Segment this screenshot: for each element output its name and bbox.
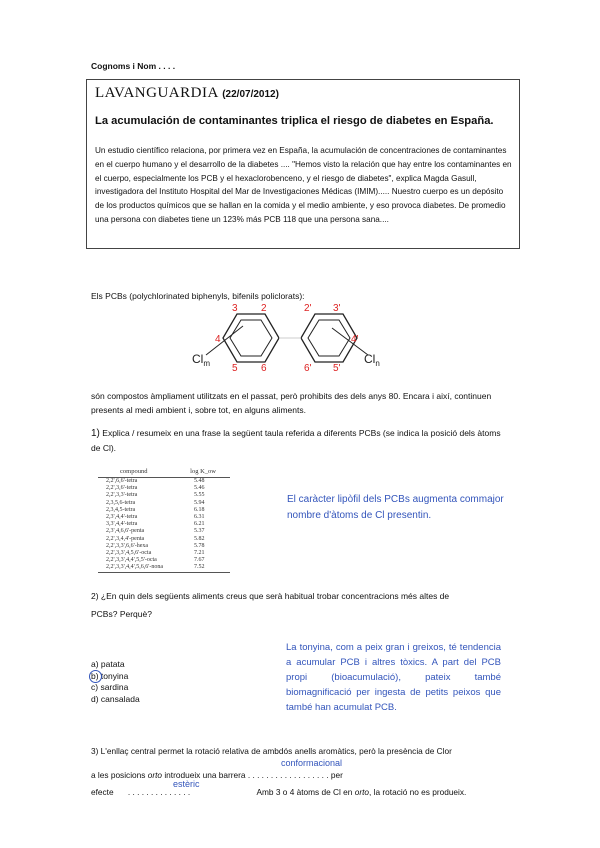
cell-logkow: 5.48 (194, 478, 205, 484)
cell-logkow: 7.52 (194, 564, 205, 571)
q1-number: 1) (91, 428, 100, 439)
cell-compound: 2,3,5,6-tetra (106, 499, 136, 506)
masthead (95, 85, 279, 102)
cell-logkow: 5.55 (194, 492, 205, 499)
q3-dots1: . . . . . . . . . . . . . . . . . . (247, 770, 329, 780)
cell-compound: 2,2',3,3',4,5,6'-octa (106, 549, 152, 556)
article-body: Un estudio científico relaciona, por primera vez en España, la acumulación de concentraciones de contaminantes en el cuerpo humano y el desarrollo de la diabetes .... "Hemos visto la relación que hay entre los contaminantes en el cuerpo, especialmente los PCB y el hexaclorobenceno, y el riesgo de diabetes", explica Magda Gasull, investigadora del Instituto Hospital del Mar de Investigaciones Médicas (IMIM)..... Nuestro cuerpo es un depósito de los productos químicos que se hallan en la comida y el medio ambiente, y eso provoca diabetes. De promedio una persona con diabetes tiene un 123% más PCB 118 que una persona sana.... (95, 146, 512, 224)
cell-compound: 2,2',3,3'-tetra (106, 492, 138, 499)
left-ring-inner (230, 320, 272, 356)
pos-6: 6 (261, 363, 267, 374)
q3-line1: 3) L'enllaç central permet la rotació relativa de ambdós anells aromàtics, però la presència de Clor (91, 746, 452, 756)
cell-logkow: 7.21 (194, 549, 205, 556)
table-row (98, 564, 230, 571)
cell-compound: 2,3',4,6,6'-penta (106, 528, 145, 535)
pos-2: 2 (261, 303, 267, 314)
cell-compound: 2,2',3,6'-tetra (106, 485, 138, 492)
cell-logkow: 5.37 (194, 528, 205, 535)
cell-logkow: 6.18 (194, 506, 205, 513)
q1-answer: El caràcter lipòfil dels PCBs augmenta commajor nombre d'àtoms de Cl presentin. (287, 494, 504, 521)
left-ring (223, 314, 279, 362)
cell-compound: 2,2',6,6'-tetra (106, 478, 138, 484)
masthead-title: LAVANGUARDIA (95, 85, 218, 101)
table-row (98, 536, 230, 543)
q1-text: Explica / resumeix en una frase la següent taula referida a diferents PCBs (se indica la posició dels àtoms de Cl). (91, 428, 501, 453)
q3-line3a: efecte (91, 787, 114, 797)
cl-right-label: $Cl_n$ (364, 352, 380, 368)
option-c: c) sardina (91, 682, 129, 692)
selected-option-circle (89, 670, 102, 683)
pos-6p: 6' (304, 363, 312, 374)
q3-orto2: orto (354, 787, 370, 797)
table-row (98, 550, 230, 557)
cell-logkow: 5.46 (194, 485, 205, 492)
pcb-intro: Els PCBs (polychlorinated biphenyls, bifenils policlorats): (91, 291, 305, 301)
pos-5p: 5' (333, 363, 341, 374)
article-box (86, 79, 520, 249)
cell-logkow: 6.21 (194, 521, 205, 528)
table-row (98, 485, 230, 492)
cell-compound: 2,2',3,4,4'-penta (106, 535, 145, 542)
cell-compound: 2,2',3,3',6,6'-hexa (106, 542, 149, 549)
cell-logkow: 5.94 (194, 499, 205, 506)
right-ring (301, 314, 357, 362)
name-field: Cognoms i Nom . . . . (91, 61, 176, 71)
pos-3p: 3' (333, 303, 341, 314)
option-d: d) cansalada (91, 693, 140, 704)
q3-line3 (91, 787, 466, 797)
option-a: a) patata (91, 659, 125, 669)
table-body (98, 478, 230, 571)
cell-compound: 2,2',3,3',4,4',5,5'-octa (106, 557, 157, 564)
pcb-description: són compostos àmpliament utilitzats en el passat, però prohibits des dels anys 80. Encara i així, continuen presents al medi ambient i, sobre tot, en alguns aliments. (91, 391, 492, 415)
cl-left-label: $Cl_m$ (192, 352, 211, 368)
right-ring-inner (308, 320, 350, 356)
cell-logkow: 5.82 (194, 535, 205, 542)
q3-line3b: Amb 3 o 4 àtoms de Cl en (256, 787, 353, 797)
table-row (98, 521, 230, 528)
pcb-structure-diagram (188, 300, 388, 380)
cell-compound: 2,3,4,5-tetra (106, 506, 136, 513)
table-row (98, 557, 230, 564)
question-1 (91, 426, 511, 455)
pos-4p: 4' (351, 334, 359, 345)
header-logkow: log K_ow (190, 468, 216, 475)
cell-logkow: 5.78 (194, 542, 205, 549)
table-row (98, 507, 230, 514)
q3-line2a: a les posicions (91, 770, 146, 780)
pos-2p: 2' (304, 303, 312, 314)
q2-text-line1: 2) ¿En quin dels següents aliments creus que serà habitual trobar concentracions més altes de (91, 591, 450, 601)
cell-compound: 2,3',4,4'-tetra (106, 513, 138, 520)
q2-text-line2: PCBs? Perquè? (91, 609, 152, 619)
table-row (98, 514, 230, 521)
q3-orto1: orto (147, 770, 163, 780)
table-header (98, 468, 230, 478)
kow-table (98, 468, 230, 573)
article-date: (22/07/2012) (222, 89, 279, 100)
option-b: b) tonyina (91, 670, 129, 681)
table-row (98, 543, 230, 550)
cell-compound: 3,3',4,4'-tetra (106, 521, 138, 528)
q2-answer: La tonyina, com a peix gran i greixos, té tendencia a acumular PCB i altres tòxics. A part del PCB propi (bioacumulació), pateix també biomagnificació per ingesta de petits peixos que també han acumulat PCB. (286, 642, 501, 713)
pos-5: 5 (232, 363, 238, 374)
pos-4: 4 (215, 334, 221, 345)
q3-fill2: estèric (173, 779, 200, 789)
article-headline: La acumulación de contaminantes triplica el riesgo de diabetes en España. (95, 115, 494, 127)
pos-3: 3 (232, 303, 238, 314)
q3-line2c: per (330, 770, 343, 780)
table-row (98, 500, 230, 507)
table-row (98, 478, 230, 485)
q3-line2 (91, 770, 343, 780)
cell-logkow: 7.67 (194, 557, 205, 564)
q3-line2b: introdueix una barrera (164, 770, 246, 780)
table-row (98, 492, 230, 499)
cell-logkow: 6.31 (194, 513, 205, 520)
cell-compound: 2,2',3,3',4,4',5,6,6'-nona (106, 564, 163, 571)
q3-dots2: . . . . . . . . . . . . . . (127, 787, 191, 797)
header-compound: compound (120, 468, 148, 475)
table-row (98, 528, 230, 535)
q3-fill1: conformacional (281, 758, 343, 768)
q3-line3c: , la rotació no es produeix. (369, 787, 467, 797)
